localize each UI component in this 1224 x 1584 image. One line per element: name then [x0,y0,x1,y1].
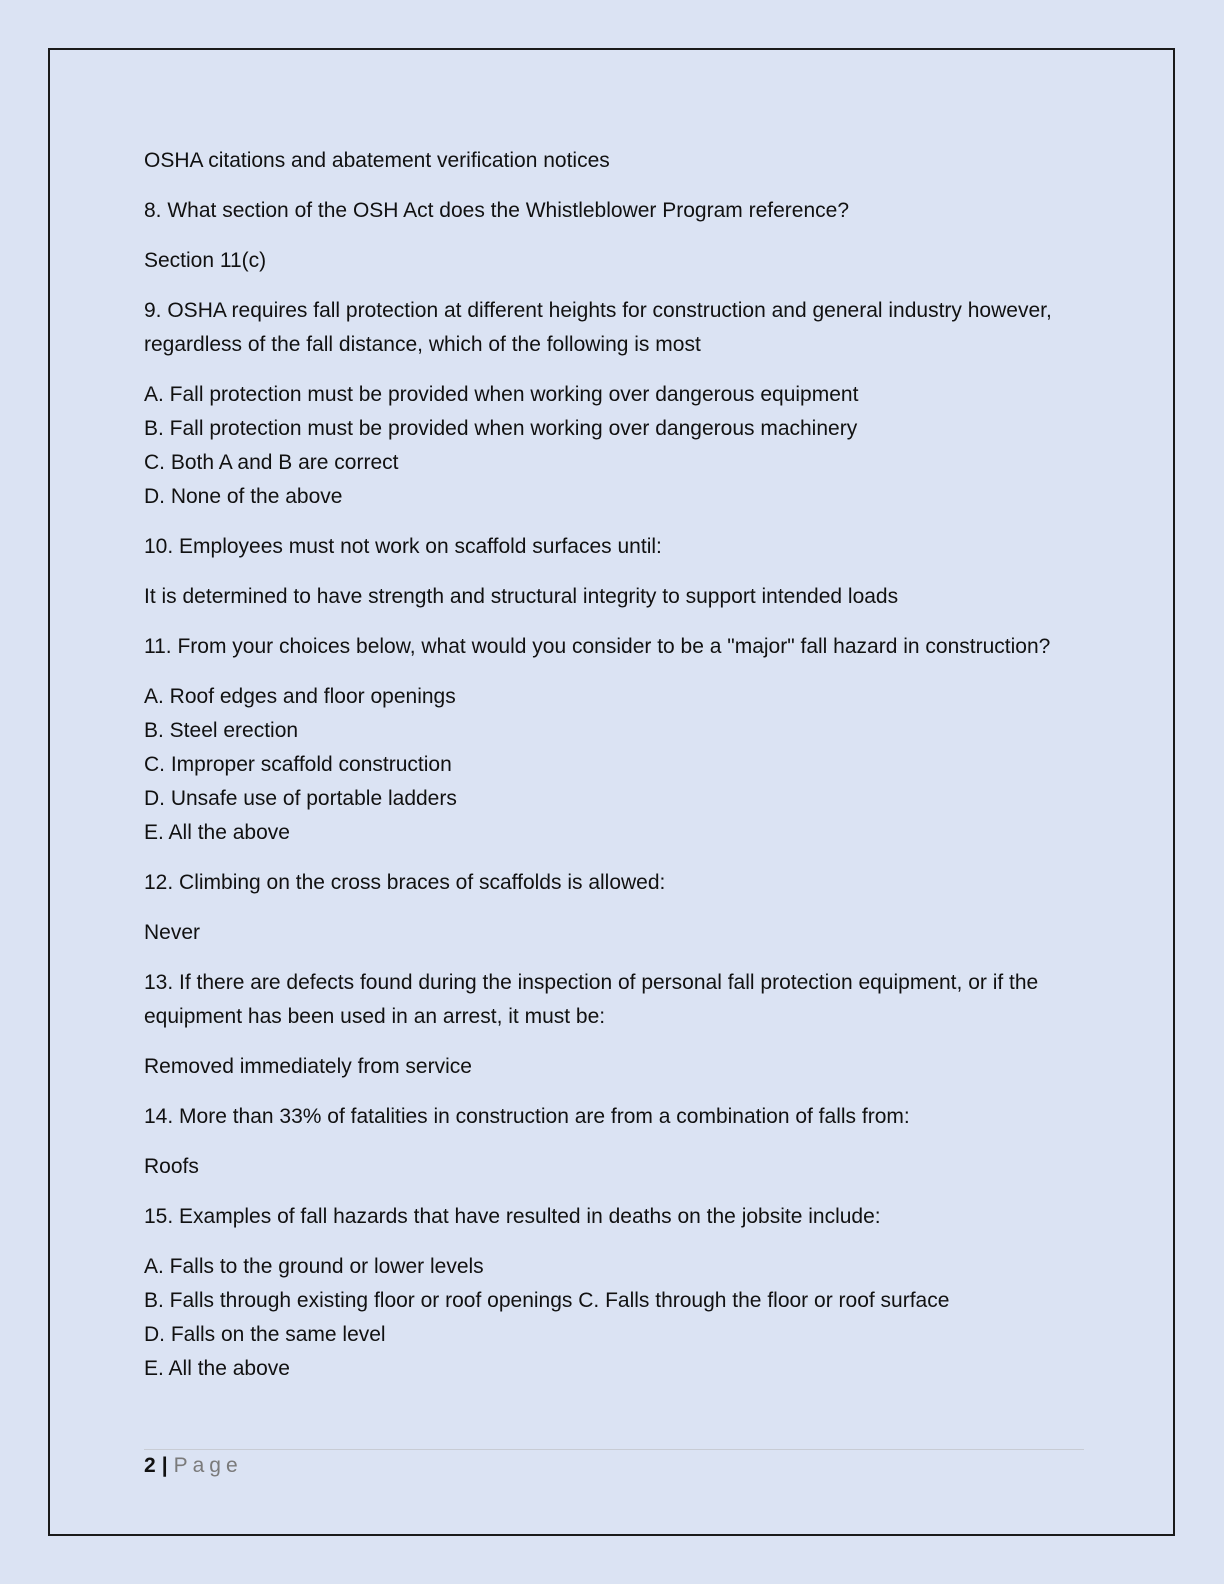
question-12: 12. Climbing on the cross braces of scaffolds is allowed: [144,871,666,894]
document-body [144,144,1084,1402]
answer-10: It is determined to have strength and structural integrity to support intended loads [144,585,899,608]
answer-text: OSHA citations and abatement verification notices [144,149,610,172]
option-item: C. Improper scaffold construction [144,753,452,776]
option-item: E. All the above [144,1357,290,1380]
answer-8: Section 11(c) [144,249,267,272]
answer-12: Never [144,921,201,944]
option-item: B. Steel erection [144,719,299,742]
page-footer [144,1449,1084,1478]
footer-separator: | [161,1454,168,1477]
option-item: C. Both A and B are correct [144,451,399,474]
option-item: D. Unsafe use of portable ladders [144,787,457,810]
question-11-options [144,680,1084,850]
question-15: 15. Examples of fall hazards that have resulted in deaths on the jobsite include: [144,1205,881,1228]
question-10: 10. Employees must not work on scaffold surfaces until: [144,535,662,558]
question-11: 11. From your choices below, what would you consider to be a "major" fall hazard in construction? [144,635,1051,658]
question-14: 14. More than 33% of fatalities in construction are from a combination of falls from: [144,1105,910,1128]
option-item: A. Falls to the ground or lower levels [144,1255,484,1278]
option-item: D. Falls on the same level [144,1323,386,1346]
answer-14: Roofs [144,1155,199,1178]
question-8: 8. What section of the OSH Act does the Whistleblower Program reference? [144,199,849,222]
question-15-options [144,1250,1084,1386]
option-item: E. All the above [144,821,290,844]
page-number: 2 [144,1454,156,1477]
option-item: D. None of the above [144,485,343,508]
page-label: Page [173,1454,243,1477]
question-9-options [144,378,1084,514]
question-13: 13. If there are defects found during the inspection of personal fall protection equipment, or if the equipment has been used in an arrest, it must be: [144,971,1039,1028]
option-item: A. Roof edges and floor openings [144,685,456,708]
option-item: B. Fall protection must be provided when working over dangerous machinery [144,417,858,440]
answer-13: Removed immediately from service [144,1055,472,1078]
question-9: 9. OSHA requires fall protection at different heights for construction and general industry however, regardless of the fall distance, which of the following is most [144,299,1052,356]
option-item: A. Fall protection must be provided when working over dangerous equipment [144,383,859,406]
option-item: B. Falls through existing floor or roof openings C. Falls through the floor or roof surface [144,1289,950,1312]
